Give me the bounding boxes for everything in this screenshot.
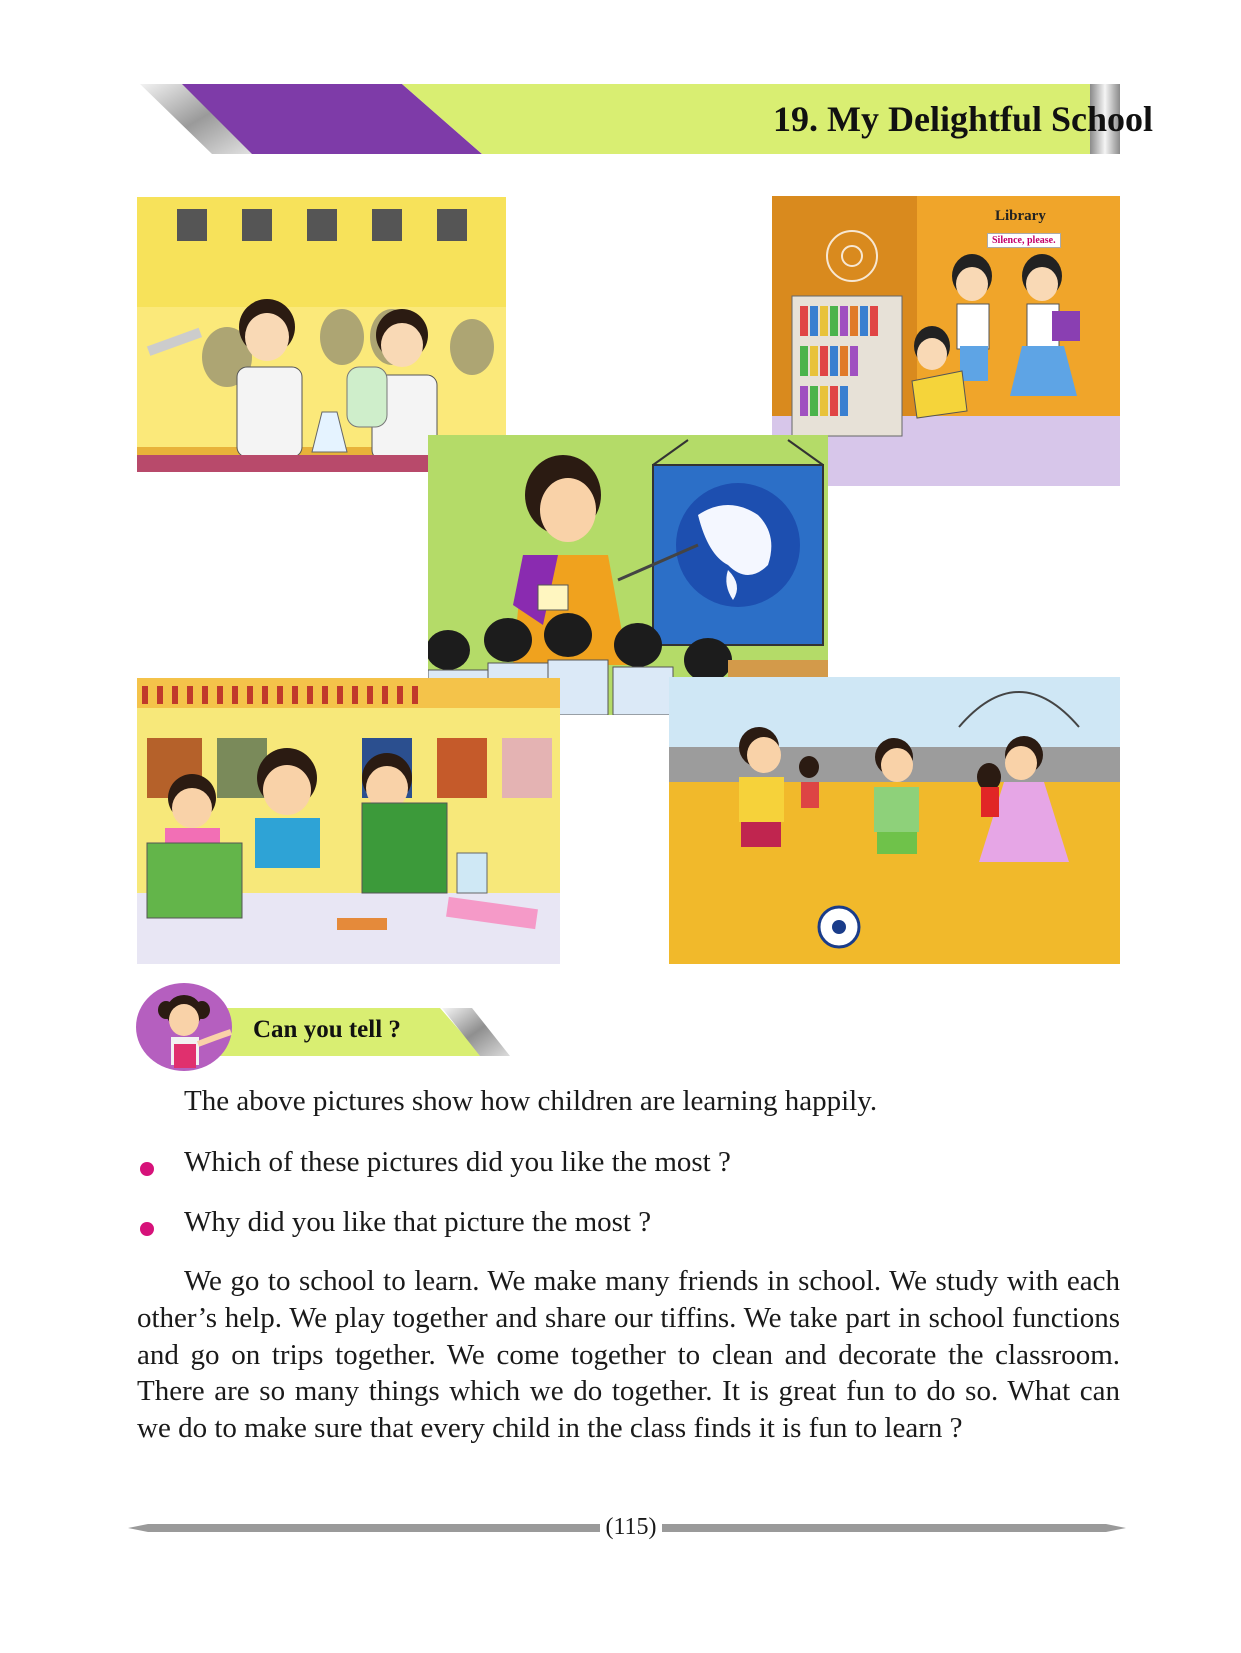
science-lab-illustration xyxy=(137,197,506,472)
bullet-icon xyxy=(140,1222,154,1236)
question-item: Which of these pictures did you like the most ? xyxy=(184,1146,731,1178)
girl-mascot-icon xyxy=(136,982,236,1072)
question-item: Why did you like that picture the most ? xyxy=(184,1206,652,1238)
section-heading: Can you tell ? xyxy=(253,1016,401,1043)
playground-illustration xyxy=(669,677,1120,964)
art-class-illustration xyxy=(137,678,560,964)
silence-note: Silence, please. xyxy=(987,233,1061,248)
page-number: (115) xyxy=(600,1514,662,1541)
library-sign: Library xyxy=(995,208,1046,224)
body-paragraph: We go to school to learn. We make many friends in school. We study with each other’s help. We play together and share our tiffins. We take part in school functions and go on trips together. We come together to clean and decorate the classroom. There are so many things which we do together. It is great fun to do so. What can we do to make sure that every child in the class finds it is fun to learn ? xyxy=(137,1265,1120,1445)
bullet-icon xyxy=(140,1162,154,1176)
chapter-title: 19. My Delightful School xyxy=(772,99,1153,139)
geography-class-illustration xyxy=(428,435,828,715)
intro-text: The above pictures show how children are learning happily. xyxy=(184,1085,878,1117)
